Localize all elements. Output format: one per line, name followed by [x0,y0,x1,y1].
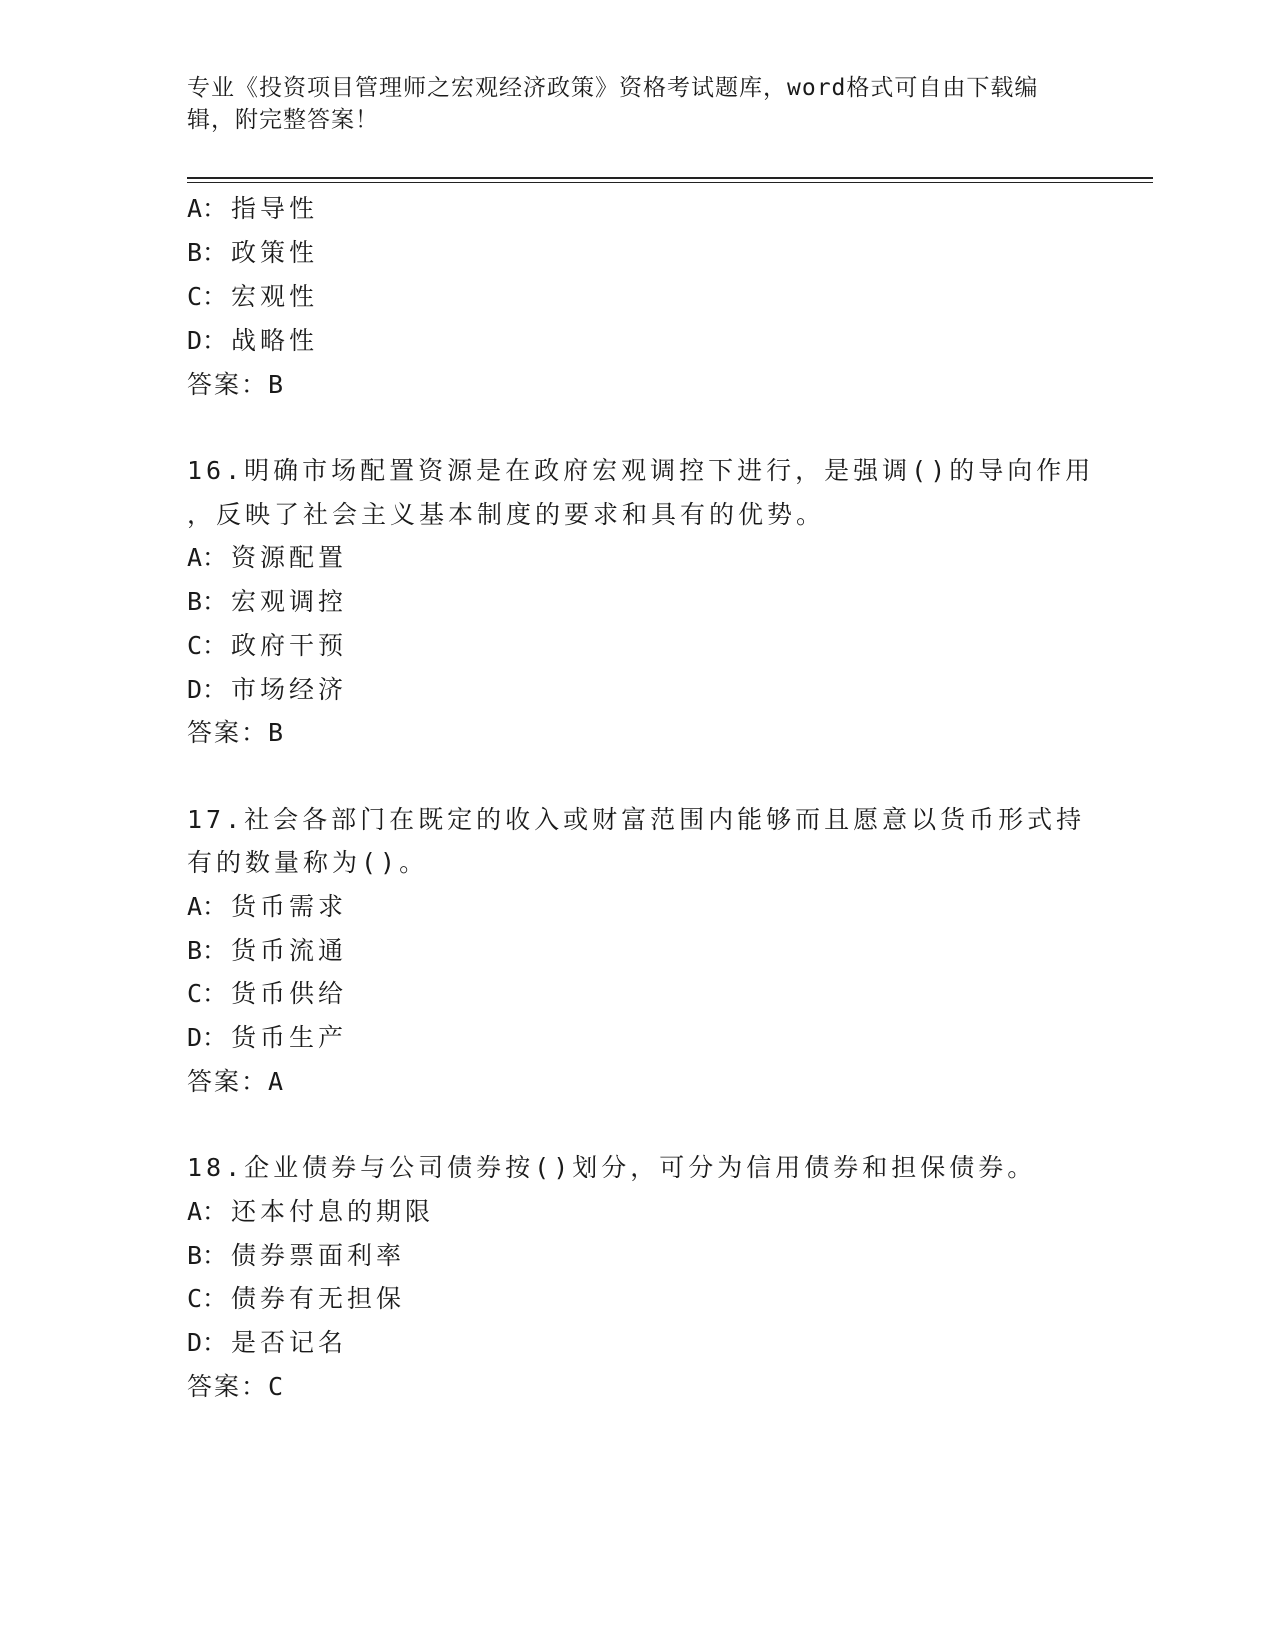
option-label: D： [187,326,228,355]
option-label: B： [187,587,228,616]
q17-stem-line2: 有的数量称为()。 [187,848,429,877]
option-text: 债券票面利率 [231,1241,406,1270]
option-text: 货币生产 [231,1023,348,1052]
q17-answer: 答案：A [187,1067,286,1096]
option-label: D： [187,675,228,704]
option-text: 战略性 [231,326,319,355]
q15-option-a [187,194,318,224]
option-text: 宏观性 [231,282,319,311]
option-label: C： [187,979,228,1008]
option-label: B： [187,1241,228,1270]
q16-answer: 答案：B [187,718,286,747]
q15-option-c [187,282,318,312]
option-text: 资源配置 [231,543,348,572]
q16-stem-line1: 16.明确市场配置资源是在政府宏观调控下进行，是强调()的导向作用 [187,456,1095,485]
q17-option-b [187,936,347,966]
q18-option-d [187,1328,347,1358]
q18-option-b [187,1241,405,1271]
option-label: C： [187,282,228,311]
q17-option-a [187,892,347,922]
q16-option-d [187,675,347,705]
option-text: 政策性 [231,238,319,267]
q16-option-b [187,587,347,617]
q18-option-a [187,1197,434,1227]
option-text: 是否记名 [231,1328,348,1357]
q18-stem-line1: 18.企业债券与公司债券按()划分，可分为信用债券和担保债券。 [187,1153,1037,1182]
option-label: D： [187,1328,228,1357]
q16-option-a [187,543,347,573]
option-text: 还本付息的期限 [231,1197,435,1226]
header-divider-thin [187,182,1153,183]
header-divider [187,177,1153,179]
q18-answer: 答案：C [187,1372,286,1401]
option-text: 货币流通 [231,936,348,965]
option-text: 市场经济 [231,675,348,704]
option-label: C： [187,1284,228,1313]
q15-option-d [187,326,318,356]
option-label: D： [187,1023,228,1052]
document-header: 专业《投资项目管理师之宏观经济政策》资格考试题库，word格式可自由下载编辑，附完整答案！ [187,75,1039,133]
q18-option-c [187,1284,405,1314]
option-label: B： [187,238,228,267]
option-label: A： [187,194,228,223]
q17-option-c [187,979,347,1009]
option-text: 指导性 [231,194,319,223]
q15-option-b [187,238,318,268]
option-text: 政府干预 [231,631,348,660]
q16-stem-line2: ，反映了社会主义基本制度的要求和具有的优势。 [187,500,826,529]
option-label: A： [187,1197,228,1226]
option-text: 货币需求 [231,892,348,921]
q17-stem-line1: 17.社会各部门在既定的收入或财富范围内能够而且愿意以货币形式持 [187,805,1086,834]
option-label: B： [187,936,228,965]
option-label: A： [187,543,228,572]
q15-answer: 答案：B [187,370,286,399]
option-text: 债券有无担保 [231,1284,406,1313]
option-label: A： [187,892,228,921]
option-text: 货币供给 [231,979,348,1008]
q17-option-d [187,1023,347,1053]
option-text: 宏观调控 [231,587,348,616]
q16-option-c [187,631,347,661]
option-label: C： [187,631,228,660]
